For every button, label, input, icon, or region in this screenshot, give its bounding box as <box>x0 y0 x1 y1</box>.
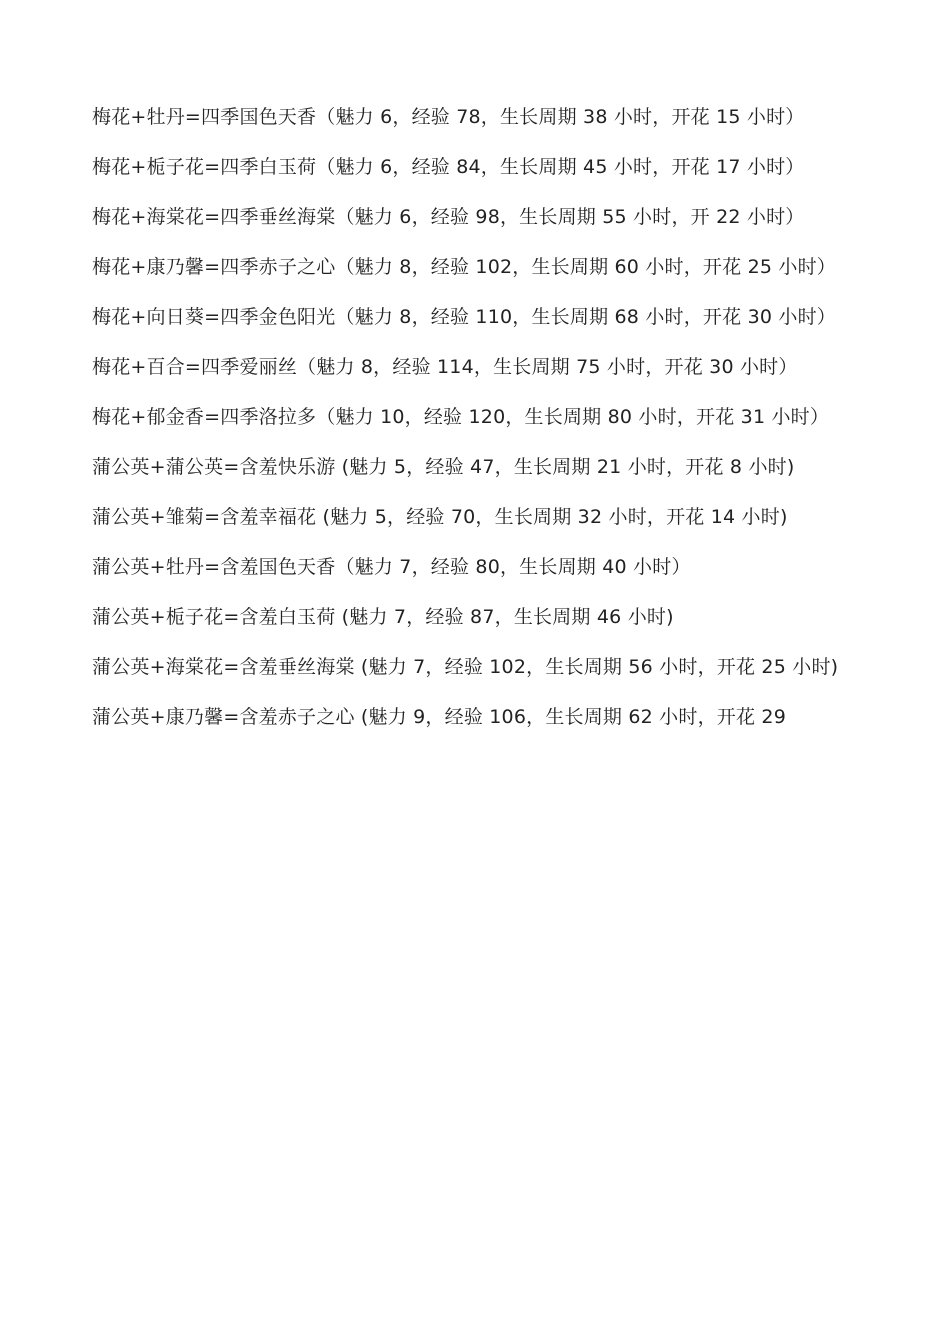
flower-combination-entry: 蒲公英+牡丹=含羞国色天香（魅力 7，经验 80，生长周期 40 小时） <box>92 556 691 578</box>
flower-combination-entry: 梅花+康乃馨=四季赤子之心（魅力 8，经验 102，生长周期 60 小时，开花 25 小时） <box>92 256 836 278</box>
flower-combination-entry: 蒲公英+雏菊=含羞幸福花 (魅力 5，经验 70，生长周期 32 小时，开花 14 小时) <box>92 506 788 528</box>
flower-combination-entry: 梅花+栀子花=四季白玉荷（魅力 6，经验 84，生长周期 45 小时，开花 17 小时） <box>92 156 805 178</box>
flower-combination-entry: 梅花+牡丹=四季国色天香（魅力 6，经验 78，生长周期 38 小时，开花 15 小时） <box>92 106 805 128</box>
flower-combination-entry: 梅花+郁金香=四季洛拉多（魅力 10，经验 120，生长周期 80 小时，开花 31 小时） <box>92 406 830 428</box>
document-body <box>92 92 860 742</box>
flower-combination-entry: 梅花+百合=四季爱丽丝（魅力 8，经验 114，生长周期 75 小时，开花 30 小时） <box>92 356 798 378</box>
flower-combination-entry: 梅花+海棠花=四季垂丝海棠（魅力 6，经验 98，生长周期 55 小时，开 22 小时） <box>92 206 805 228</box>
flower-combination-entry: 蒲公英+海棠花=含羞垂丝海棠 (魅力 7，经验 102，生长周期 56 小时，开花 25 小时) <box>92 656 839 678</box>
flower-combination-entry: 梅花+向日葵=四季金色阳光（魅力 8，经验 110，生长周期 68 小时，开花 30 小时） <box>92 306 836 328</box>
flower-combination-entry: 蒲公英+栀子花=含羞白玉荷 (魅力 7，经验 87，生长周期 46 小时) <box>92 606 674 628</box>
flower-combination-entry: 蒲公英+康乃馨=含羞赤子之心 (魅力 9，经验 106，生长周期 62 小时，开花 29 <box>92 706 786 728</box>
flower-combination-entry: 蒲公英+蒲公英=含羞快乐游 (魅力 5，经验 47，生长周期 21 小时，开花 8 小时) <box>92 456 795 478</box>
